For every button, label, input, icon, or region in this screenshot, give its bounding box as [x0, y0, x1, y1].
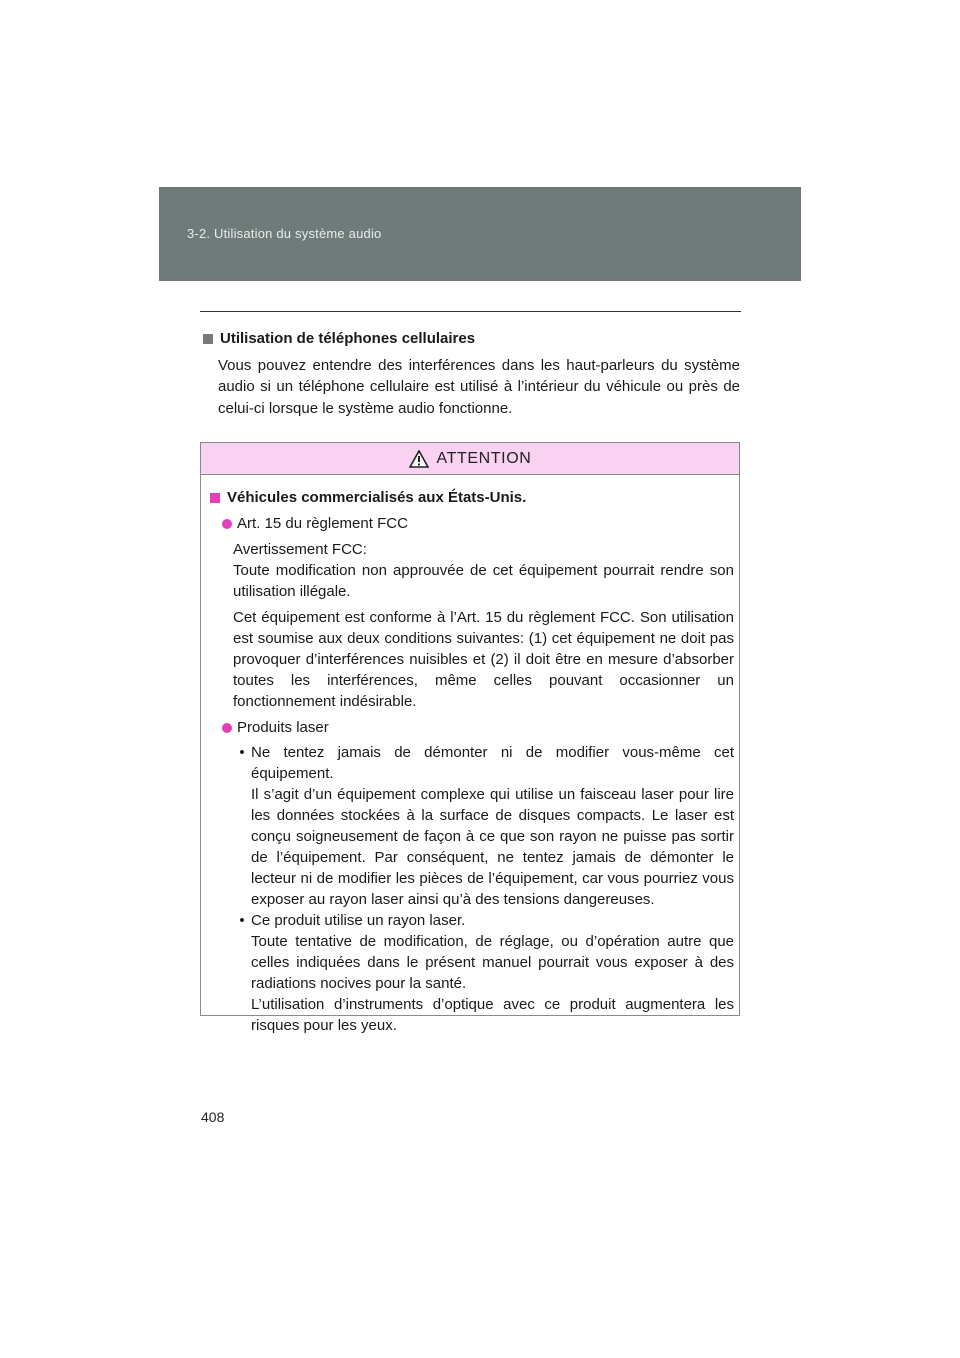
- fcc-label: Art. 15 du règlement FCC: [237, 515, 408, 532]
- laser-item2-a: Ce produit utilise un rayon laser.: [251, 912, 466, 929]
- circle-bullet-icon: [222, 519, 232, 529]
- fcc-warning-text: Toute modification non approuvée de cet équipement pourrait rendre son utilisation illégale.: [233, 562, 734, 600]
- attention-header: [201, 443, 739, 475]
- dot-bullet-icon: •: [239, 912, 245, 929]
- laser-item1-a: Ne tentez jamais de démonter ni de modifier vous-même cet équipement.: [251, 744, 734, 782]
- circle-bullet-icon: [222, 723, 232, 733]
- section-header-band: [159, 187, 801, 281]
- cellphone-section: [203, 328, 740, 419]
- list-item: [233, 910, 734, 1036]
- laser-label: Produits laser: [237, 719, 329, 736]
- warning-icon: [409, 450, 429, 468]
- attention-heading: [210, 487, 734, 508]
- page-number: 408: [201, 1109, 225, 1125]
- divider: [200, 311, 741, 312]
- laser-bullet: [222, 717, 734, 738]
- attention-title: ATTENTION: [436, 449, 532, 467]
- fcc-warning-title: Avertissement FCC:: [233, 541, 367, 558]
- attention-box: [200, 442, 740, 1034]
- list-item: [233, 742, 734, 910]
- attention-body: [201, 475, 739, 1036]
- laser-list: [233, 742, 734, 1036]
- cellphone-heading-text: Utilisation de téléphones cellulaires: [220, 330, 476, 347]
- cellphone-heading: [203, 328, 740, 350]
- laser-item2-b: Toute tentative de modification, de réglage, ou d’opération autre que celles indiquées dans le présent manuel pourrait vous exposer à des radiations nocives pour la santé.: [251, 933, 734, 992]
- square-bullet-icon: [203, 334, 213, 344]
- fcc-compliance-text: Cet équipement est conforme à l’Art. 15 du règlement FCC. Son utilisation est soumise aux deux conditions suivantes: (1) cet équipement ne doit pas provoquer d’interférences nuisibles et (2) il doit être en mesure d’absorber toutes les interférences, même celles pouvant occasionner un fonctionnement indésirable.: [233, 609, 734, 710]
- section-title: 3-2. Utilisation du système audio: [187, 226, 382, 241]
- laser-item2-c: L’utilisation d’instruments d’optique avec ce produit augmentera les risques pour les yeux.: [251, 996, 734, 1034]
- square-bullet-icon: [210, 493, 220, 503]
- cellphone-text: Vous pouvez entendre des interférences dans les haut-parleurs du système audio si un téléphone cellulaire est utilisé à l’intérieur du véhicule ou près de celui-ci lorsque le système audio fonctionne.: [218, 356, 740, 417]
- dot-bullet-icon: •: [239, 744, 245, 761]
- attention-heading-text: Véhicules commercialisés aux États-Unis.: [227, 489, 527, 506]
- laser-item1-b: Il s’agit d’un équipement complexe qui utilise un faisceau laser pour lire les données stockées à la surface de disques compacts. Le laser est conçu soigneusement de façon à ce que son rayon ne puisse pas sortir de l’équipement. Par conséquent, ne tentez jamais de démonter le lecteur ni de modifier les pièces de l’équipement, car vous pourriez vous exposer au rayon laser ainsi qu’à des tensions dangereuses.: [251, 786, 734, 908]
- fcc-bullet: [222, 513, 734, 534]
